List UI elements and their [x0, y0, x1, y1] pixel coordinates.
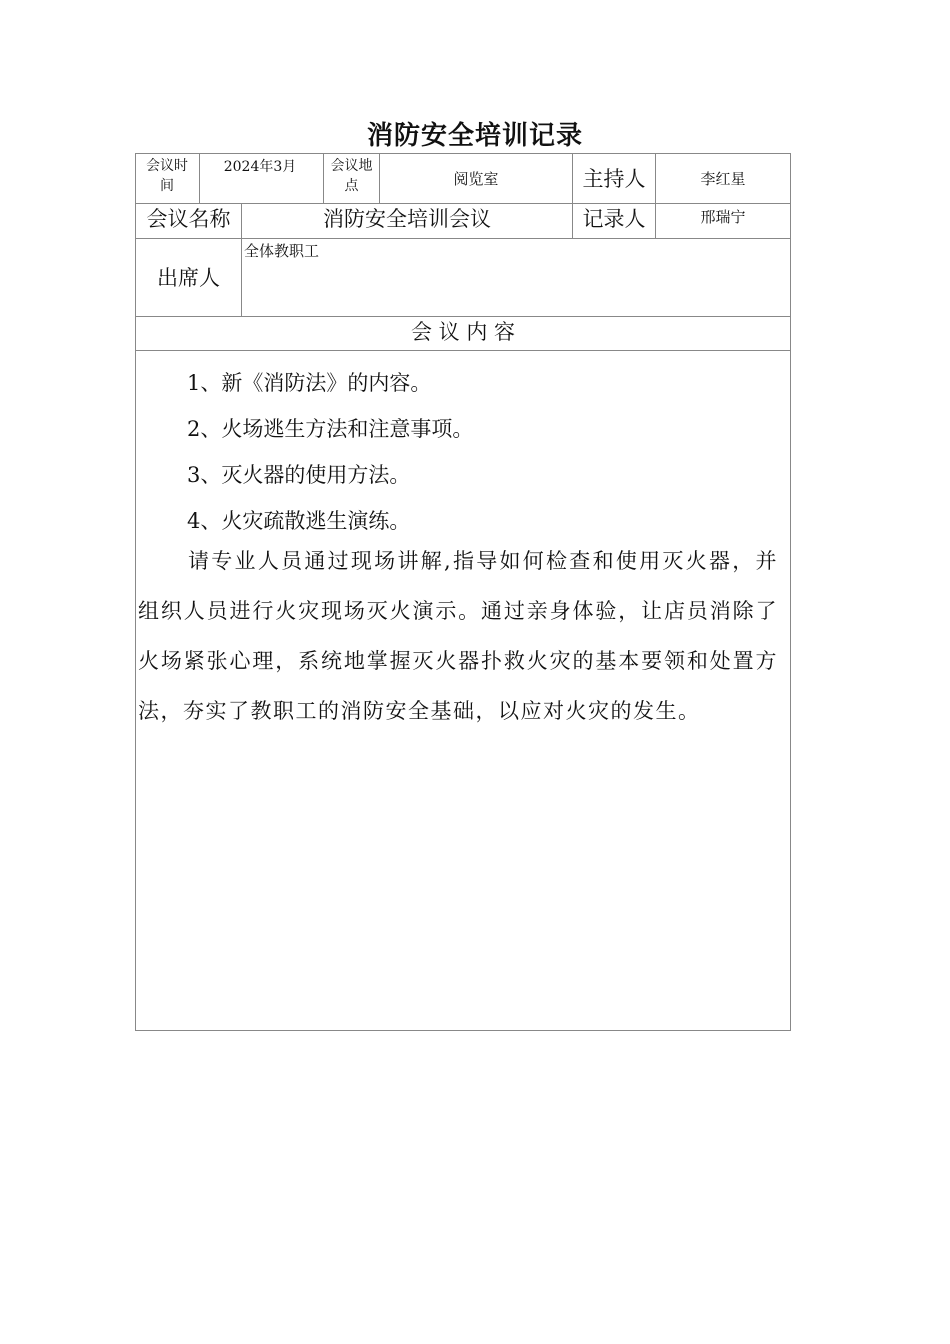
meeting-place-label [324, 156, 379, 196]
meeting-time-label-text: 会议时间 [146, 158, 188, 194]
content-item-4: 4、火灾疏散逃生演练。 [187, 509, 411, 533]
row-divider-4 [135, 350, 791, 351]
attendees-value: 全体教职工 [244, 242, 320, 260]
row-divider-3 [135, 316, 791, 317]
content-heading: 会 议 内 容 [410, 320, 516, 344]
content-item-3: 3、灭火器的使用方法。 [187, 463, 411, 487]
row-divider-1 [135, 203, 791, 204]
table-border-top [135, 153, 791, 154]
meeting-place-label-text: 会议地点 [330, 158, 373, 194]
attendees-label: 出席人 [157, 266, 220, 290]
meeting-name-value: 消防安全培训会议 [323, 207, 491, 231]
row-divider-2 [135, 238, 791, 239]
meeting-time-value: 2024年3月 [223, 159, 297, 175]
meeting-time-label [137, 156, 197, 196]
table-border-bottom [135, 1030, 791, 1031]
document-title: 消防安全培训记录 [366, 121, 583, 151]
recorder-value: 邢瑞宁 [700, 208, 746, 226]
host-value: 李红星 [700, 170, 746, 188]
content-item-1: 1、新《消防法》的内容。 [187, 371, 432, 395]
meeting-place-value: 阅览室 [453, 170, 499, 188]
host-label: 主持人 [582, 167, 646, 191]
meeting-name-label: 会议名称 [146, 207, 231, 231]
table-border-right [790, 153, 791, 1031]
content-item-2: 2、火场逃生方法和注意事项。 [187, 417, 474, 441]
recorder-label: 记录人 [582, 207, 646, 231]
content-paragraph: 请专业人员通过现场讲解,指导如何检查和使用灭火器，并组织人员进行火灾现场灭火演示。通过亲身体验，让店员消除了火场紧张心理，系统地掌握灭火器扑救火灾的基本要领和处置方法，夯实了教职工的消防安全基础，以应对火灾的发生。 [138, 549, 778, 723]
